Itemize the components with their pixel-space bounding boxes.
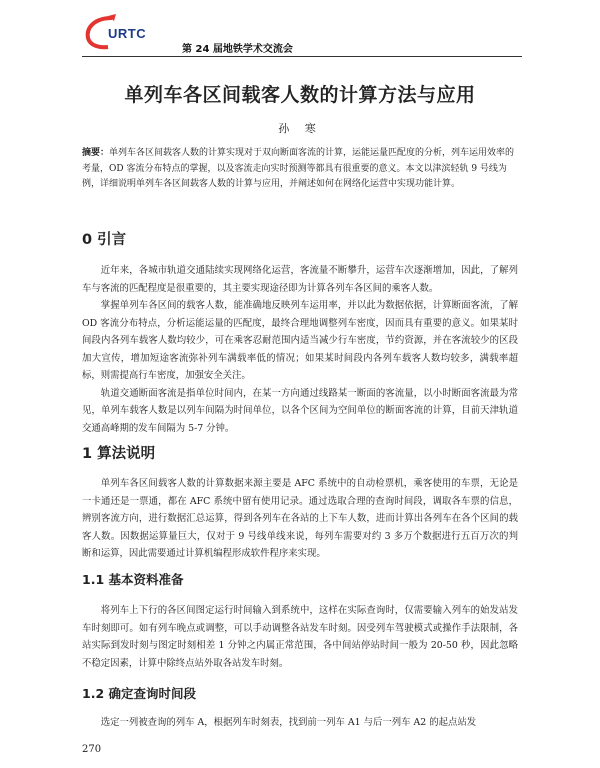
paragraph: 选定一列被查询的列车 A，根据列车时刻表，找到前一列车 A1 与后一列车 A2 的起点站发 [100,717,477,728]
paragraph: 掌握单列车各区间的载客人数，能准确地反映列车运用率，并以此为数据依据，计算断面客流，了解 OD 客流分布特点，分析运能运量的匹配度，最终合理地调整列车密度，因而具有重要的意义。如果某时间段内各列车载客人数均较少，可在乘客忍耐范围内适当减少行车密度，节约资源，并在客流较少的区段加大宣传，增加短途客流弥补列车满载率低的情况；如果某时间段内各列车载客人数均较多，满载率超标，则需提高行车密度，加强安全关注。 [82,300,518,381]
paragraph: 近年来，各城市轨道交通陆续实现网络化运营，客流量不断攀升，运营车次逐渐增加，因此，了解列车与客流的匹配程度是很重要的，其主要实现途径即为计算各列车各区间的乘客人数。 [82,265,518,294]
abstract-text: 单列车各区间载客人数的计算实现对于双向断面客流的计算，运能运量匹配度的分析，列车运用效率的考量，OD 客流分布特点的掌握，以及客流走向实时预测等都具有很重要的意义。本文以津滨轻轨 9 号线为例，详细说明单列车各区间载客人数的计算与应用，并阐述如何在网络化运营中实现功能计算。 [82,148,515,189]
algo-body [82,475,518,563]
paragraph: 将列车上下行的各区间图定运行时间输入到系统中，这样在实际查询时，仅需要输入列车的始发站发车时刻即可。如有列车晚点或调整，可以手动调整各站发车时刻。因受列车驾驶模式或操作手法限制，各站实际到发时刻与图定时刻相差 1 分钟之内属正常范围，各中间站停站时间一般为 20-50 秒，因此忽略不稳定因素，计算中除终点站外取各站发车时刻。 [82,605,518,669]
page-number: 270 [82,744,102,755]
basic-body [82,602,518,672]
intro-body [82,262,518,437]
heading-basic: 1.1 基本资料准备 [82,572,184,587]
heading-algo: 1 算法说明 [82,446,156,462]
paper-author: 孙 寒 [278,122,322,135]
abstract-label: 摘要： [82,148,110,158]
page-header [0,0,600,60]
paragraph: 轨道交通断面客流是指单位时间内，在某一方向通过线路某一断面的客流量，以小时断面客流最为常见，单列车载客人数是以列车间隔为时间单位，以各个区间为空间单位的断面客流的计算，目前天津轨道交通高峰期的发车间隔为 5-7 分钟。 [82,387,518,434]
heading-query: 1.2 确定查询时间段 [82,686,196,701]
header-rule [82,56,522,57]
abstract [82,146,518,193]
paper-title: 单列车各区间载客人数的计算方法与应用 [124,84,476,106]
conference-name: 第 24 届地铁学术交流会 [182,44,293,55]
paragraph: 单列车各区间载客人数的计算数据来源主要是 AFC 系统中的自动检票机，乘客使用的车票，无论是一卡通还是一票通，都在 AFC 系统中留有使用记录。通过选取合理的查询时间段，调取各车票的信息，辨别客流方向，进行数据汇总运算，得到各列车在各站的上下车人数，进而计算出各列车在各个区间的载客人数。因数据运算量巨大，仅对于 9 号线单线来说，每列车需要对约 3 多万个数据进行五百万次的判断和运算，因此需要通过计算机编程形成软件程序来实现。 [82,478,518,559]
logo-text: URTC [108,26,147,41]
heading-intro: 0 引言 [82,232,127,248]
query-body [82,714,518,732]
